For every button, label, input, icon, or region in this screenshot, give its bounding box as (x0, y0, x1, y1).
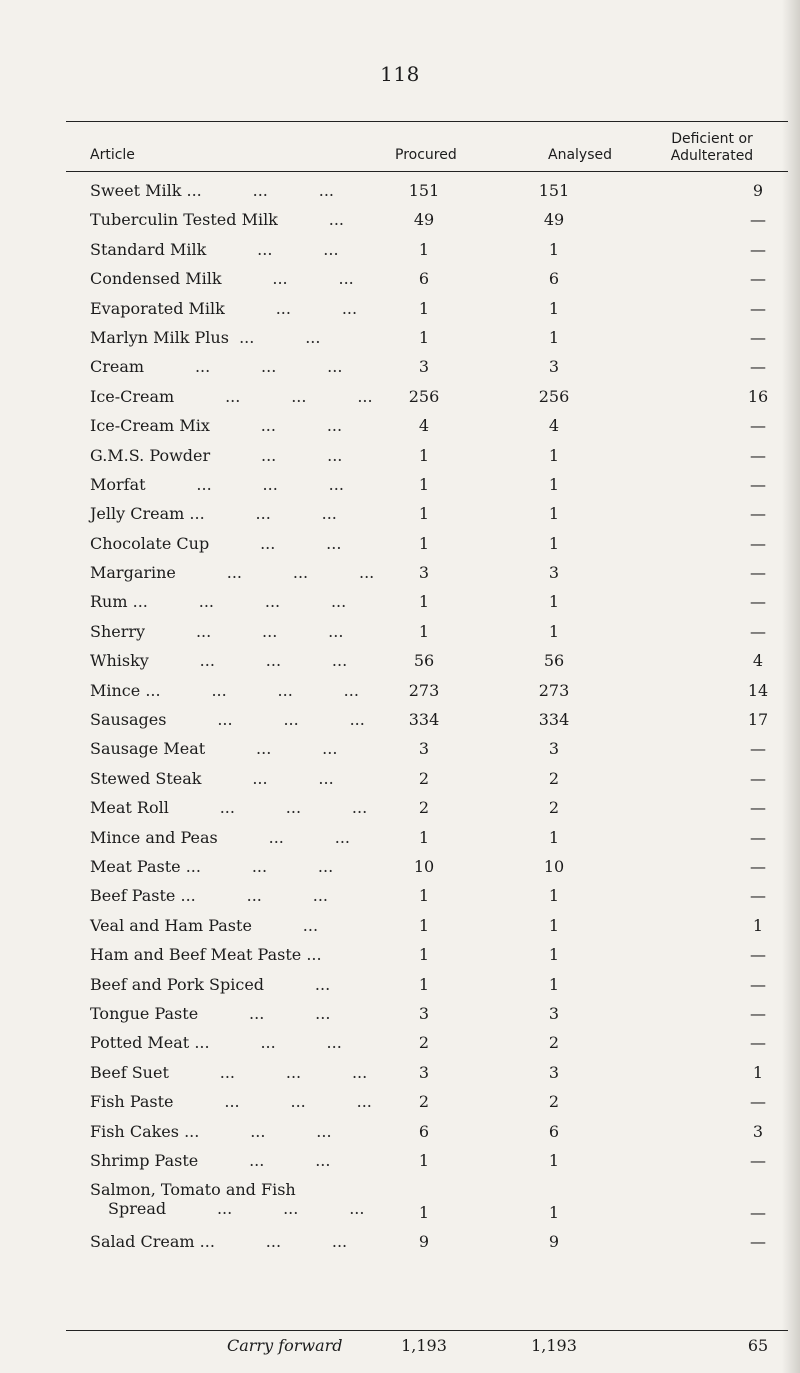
analysed-value: 334 (538, 710, 570, 730)
article-label: Beef Suet (90, 1062, 169, 1082)
article-name (90, 534, 341, 553)
table-row (0, 589, 800, 618)
deficient-value: — (750, 1232, 766, 1252)
table-row (0, 384, 800, 413)
article-label: Morfat (90, 474, 146, 494)
leader-dots: ... ... ... (148, 651, 348, 671)
deficient-value: 16 (747, 386, 769, 406)
deficient-value: — (750, 504, 766, 524)
procured-value: 1 (418, 445, 430, 465)
procured-value: 1 (418, 621, 430, 641)
header-procured: Procured (395, 147, 457, 163)
article-label: Beef Paste (90, 886, 176, 906)
analysed-value: 1 (548, 327, 560, 347)
article-name (90, 1180, 364, 1218)
procured-value: 9 (418, 1232, 430, 1252)
deficient-value: — (750, 445, 766, 465)
table-header-rule (66, 171, 788, 172)
article-name (90, 651, 347, 670)
deficient-value: — (750, 298, 766, 318)
deficient-value: — (750, 533, 766, 553)
deficient-value: — (750, 269, 766, 289)
analysed-value: 1 (548, 592, 560, 612)
analysed-value: 2 (548, 798, 560, 818)
analysed-value: 256 (538, 386, 570, 406)
leader-dots: ... ... ... (174, 386, 373, 406)
article-name (90, 798, 367, 817)
header-analysed: Analysed (548, 147, 612, 163)
table-row (0, 1089, 800, 1118)
article-label: Veal and Ham Paste (90, 915, 252, 935)
article-label: Shrimp Paste (90, 1150, 199, 1170)
leader-dots: ... (277, 210, 344, 230)
table-footer-rule (66, 1330, 788, 1331)
article-label: Ice-Cream (90, 386, 175, 406)
deficient-value: — (750, 210, 766, 230)
deficient-value: — (750, 739, 766, 759)
procured-value: 1 (418, 827, 430, 847)
analysed-value: 3 (548, 1003, 560, 1023)
analysed-value: 6 (548, 269, 560, 289)
procured-value: 1 (418, 327, 430, 347)
leader-dots: ... ... ... (145, 621, 344, 641)
leader-dots: ... ... ... (173, 1092, 372, 1112)
deficient-value: — (750, 1150, 766, 1170)
procured-value: 2 (418, 798, 430, 818)
table-row (0, 178, 800, 207)
leader-dots: ... ... ... (145, 474, 344, 494)
analysed-value: 1 (548, 1150, 560, 1170)
deficient-value: 4 (752, 651, 764, 671)
procured-value: 1 (418, 1203, 430, 1223)
procured-value: 3 (418, 739, 430, 759)
procured-value: 151 (408, 181, 440, 200)
analysed-value: 1 (548, 445, 560, 465)
article-name (90, 446, 342, 465)
article-label: Salad Cream (90, 1232, 195, 1252)
table-row (0, 1060, 800, 1089)
table-row (0, 795, 800, 824)
procured-value: 1 (418, 533, 430, 553)
article-label: Rum (90, 592, 128, 612)
procured-value: 1 (418, 886, 430, 906)
article-name (90, 1063, 367, 1082)
leader-dots: ... ... ... (189, 1033, 342, 1053)
article-label: Stewed Steak (90, 768, 202, 788)
article-name (90, 1033, 342, 1052)
analysed-value: 273 (538, 680, 570, 700)
article-name (90, 387, 373, 406)
leader-dots: ... ... (224, 298, 358, 318)
procured-value: 334 (408, 710, 440, 730)
article-label: Mince and Peas (90, 827, 218, 847)
table-row (0, 707, 800, 736)
leader-dots: ... ... ... (184, 504, 337, 524)
article-name (90, 504, 337, 523)
leader-dots: ... ... ... (175, 563, 375, 583)
procured-value: 1 (418, 945, 430, 965)
procured-value: 2 (418, 768, 430, 788)
table-row (0, 825, 800, 854)
total-analysed: 1,193 (531, 1336, 577, 1355)
deficient-value: — (750, 327, 766, 347)
procured-value: 1 (418, 592, 430, 612)
analysed-value: 1 (548, 474, 560, 494)
deficient-value: — (750, 856, 766, 876)
leader-dots: ... ... ... (168, 798, 368, 818)
article-name (90, 769, 334, 788)
procured-value: 1 (418, 298, 430, 318)
analysed-value: 3 (548, 739, 560, 759)
article-name-line2: Spread (108, 1199, 167, 1219)
article-name (90, 269, 354, 288)
article-name (90, 563, 374, 582)
table-row (0, 501, 800, 530)
article-label: Evaporated Milk (90, 298, 225, 318)
table-row (0, 1148, 800, 1177)
procured-value: 2 (418, 1092, 430, 1112)
article-name (90, 357, 342, 376)
article-label: Marlyn Milk Plus (90, 327, 229, 347)
leader-dots: ... ... ... (181, 181, 334, 200)
leader-dots: ... (251, 915, 319, 935)
leader-dots: ... ... ... (194, 1232, 348, 1252)
article-name (90, 475, 344, 494)
table-row (0, 1001, 800, 1030)
leader-dots: ... ... (206, 239, 339, 259)
analysed-value: 2 (548, 1092, 560, 1112)
article-label: Beef and Pork Spiced (90, 974, 265, 994)
article-name (90, 592, 346, 611)
article-name (90, 299, 357, 318)
leader-dots: ... ... (217, 827, 350, 847)
header-deficient-line2: Adulterated (670, 148, 754, 164)
procured-value: 3 (418, 1062, 430, 1082)
article-label: Potted Meat (90, 1033, 190, 1053)
article-label: Whisky (90, 651, 149, 671)
leader-dots: ... ... (209, 416, 343, 436)
deficient-value: — (750, 621, 766, 641)
article-name (90, 1232, 347, 1251)
article-label: Fish Paste (90, 1092, 174, 1112)
article-label: Meat Paste (90, 856, 181, 876)
analysed-value: 1 (548, 886, 560, 906)
procured-value: 3 (418, 563, 430, 583)
table-row (0, 325, 800, 354)
header-article: Article (90, 147, 135, 163)
analysed-value: 9 (548, 1232, 560, 1252)
table-row (0, 472, 800, 501)
deficient-value: — (750, 592, 766, 612)
article-name (90, 1122, 332, 1141)
procured-value: 49 (413, 210, 435, 230)
article-name (90, 181, 334, 200)
analysed-value: 1 (548, 239, 560, 259)
analysed-value: 3 (548, 563, 560, 583)
deficient-value: 14 (747, 680, 769, 700)
article-label: Condensed Milk (90, 269, 222, 289)
table-row (0, 1229, 800, 1258)
article-name (90, 622, 343, 641)
article-label: Sausage Meat (90, 739, 206, 759)
analysed-value: 1 (548, 827, 560, 847)
analysed-value: 1 (548, 974, 560, 994)
article-name (90, 945, 322, 964)
leader-dots: ... ... ... (175, 886, 328, 906)
deficient-value: — (750, 357, 766, 377)
leader-dots: ... ... ... ... (127, 592, 347, 612)
procured-value: 1 (418, 474, 430, 494)
table-row (0, 237, 800, 266)
table-row (0, 207, 800, 236)
deficient-value: 17 (747, 710, 769, 730)
article-label: Sweet Milk (90, 181, 182, 200)
page-edge-shadow (782, 0, 800, 1373)
table-row (0, 413, 800, 442)
leader-dots: ... (264, 974, 331, 994)
table-row (0, 766, 800, 795)
analysed-value: 1 (548, 1203, 560, 1223)
deficient-value: 9 (752, 181, 764, 200)
table-row (0, 354, 800, 383)
procured-value: 56 (413, 651, 435, 671)
article-name (90, 681, 359, 700)
analysed-value: 1 (548, 915, 560, 935)
leader-dots: ... ... (201, 768, 334, 788)
analysed-value: 3 (548, 1062, 560, 1082)
deficient-value: — (750, 768, 766, 788)
article-label: Tuberculin Tested Milk (90, 210, 278, 230)
procured-value: 1 (418, 974, 430, 994)
total-row (0, 1336, 800, 1364)
deficient-value: 3 (752, 1121, 764, 1141)
analysed-value: 6 (548, 1121, 560, 1141)
procured-value: 6 (418, 1121, 430, 1141)
table-row (0, 854, 800, 883)
table-row (0, 736, 800, 765)
article-label: Margarine (90, 563, 176, 583)
procured-value: 6 (418, 269, 430, 289)
analysed-value: 56 (543, 651, 565, 671)
leader-dots: ... ... ... (166, 710, 365, 730)
leader-dots: ... ... ... ... (140, 680, 359, 700)
table-row (0, 972, 800, 1001)
article-label: Cream (90, 357, 145, 377)
procured-value: 1 (418, 239, 430, 259)
table-row (0, 678, 800, 707)
leader-dots: ... ... (228, 327, 321, 347)
analysed-value: 1 (548, 621, 560, 641)
analysed-value: 1 (548, 504, 560, 524)
table-row (0, 296, 800, 325)
leader-dots: ... ... (198, 1150, 331, 1170)
analysed-value: 49 (543, 210, 565, 230)
deficient-value: — (750, 886, 766, 906)
procured-value: 3 (418, 357, 430, 377)
article-name (90, 240, 339, 259)
leader-dots: ... ... (221, 269, 354, 289)
table-row (0, 443, 800, 472)
article-label: G.M.S. Powder (90, 445, 211, 465)
leader-dots: ... ... ... (180, 856, 334, 876)
article-label: Ham and Beef Meat Paste (90, 945, 302, 965)
analysed-value: 10 (543, 856, 565, 876)
header-deficient-or-adulterated (642, 131, 782, 165)
article-label: Chocolate Cup (90, 533, 210, 553)
analysed-value: 3 (548, 357, 560, 377)
deficient-value: — (750, 416, 766, 436)
article-label: Fish Cakes (90, 1121, 179, 1141)
leader-dots: ... ... ... (178, 1121, 332, 1141)
leader-dots: ... ... (210, 445, 343, 465)
analysed-value: 1 (548, 945, 560, 965)
procured-value: 256 (408, 386, 440, 406)
deficient-value: — (750, 1092, 766, 1112)
leader-dots: ... ... ... (144, 357, 343, 377)
analysed-value: 4 (548, 416, 560, 436)
article-name (90, 739, 337, 758)
analysed-value: 1 (548, 533, 560, 553)
article-name (90, 328, 320, 347)
procured-value: 1 (418, 504, 430, 524)
article-label: Tongue Paste (90, 1003, 199, 1023)
deficient-value: — (750, 974, 766, 994)
article-name (90, 1151, 330, 1170)
analysed-value: 151 (538, 181, 570, 200)
article-label: Mince (90, 680, 141, 700)
article-label: Sausages (90, 710, 167, 730)
table-row (0, 1119, 800, 1148)
article-name (90, 1092, 372, 1111)
article-label: Jelly Cream (90, 504, 185, 524)
article-name (90, 916, 318, 935)
table-row (0, 913, 800, 942)
deficient-value: — (750, 1033, 766, 1053)
leader-dots: ... ... ... (166, 1199, 365, 1219)
analysed-value: 2 (548, 1033, 560, 1053)
table-row (0, 648, 800, 677)
deficient-value: — (750, 563, 766, 583)
article-name (90, 1004, 330, 1023)
header-deficient-line1: Deficient or (671, 131, 753, 147)
table-row (0, 266, 800, 295)
article-name (90, 416, 342, 435)
deficient-value: — (750, 474, 766, 494)
deficient-value: — (750, 827, 766, 847)
deficient-value: 1 (752, 1062, 764, 1082)
analysed-value: 1 (548, 298, 560, 318)
total-deficient: 65 (747, 1336, 769, 1355)
deficient-value: — (750, 239, 766, 259)
table-row (0, 883, 800, 912)
article-label: Meat Roll (90, 798, 169, 818)
table-top-rule (66, 121, 788, 122)
article-name (90, 828, 350, 847)
page-number: 118 (380, 62, 420, 86)
deficient-value: — (750, 945, 766, 965)
table-row (0, 531, 800, 560)
total-label: Carry forward (227, 1336, 343, 1355)
article-name (90, 710, 365, 729)
procured-value: 3 (418, 1003, 430, 1023)
article-label: Sherry (90, 621, 146, 641)
procured-value: 1 (418, 915, 430, 935)
procured-value: 4 (418, 416, 430, 436)
procured-value: 1 (418, 1150, 430, 1170)
article-label: Ice-Cream Mix (90, 416, 210, 436)
deficient-value: — (750, 1003, 766, 1023)
table-row (0, 1030, 800, 1059)
table-row (0, 560, 800, 589)
deficient-value: — (750, 1203, 766, 1223)
article-name (90, 886, 328, 905)
leader-dots: ... ... (209, 533, 342, 553)
leader-dots: ... ... (205, 739, 338, 759)
total-procured: 1,193 (401, 1336, 447, 1355)
analysed-value: 2 (548, 768, 560, 788)
article-name-line1: Salmon, Tomato and Fish (90, 1180, 296, 1200)
deficient-value: 1 (752, 915, 764, 935)
article-name (90, 210, 344, 229)
leader-dots: ... (301, 945, 322, 965)
procured-value: 10 (413, 856, 435, 876)
table-row (0, 942, 800, 971)
table-row (0, 619, 800, 648)
table-body (0, 178, 800, 1259)
table-row (0, 1177, 800, 1229)
deficient-value: — (750, 798, 766, 818)
article-label: Standard Milk (90, 239, 207, 259)
procured-value: 273 (408, 680, 440, 700)
leader-dots: ... ... ... (168, 1062, 368, 1082)
article-name (90, 857, 333, 876)
procured-value: 2 (418, 1033, 430, 1053)
article-name (90, 975, 330, 994)
leader-dots: ... ... (198, 1003, 331, 1023)
